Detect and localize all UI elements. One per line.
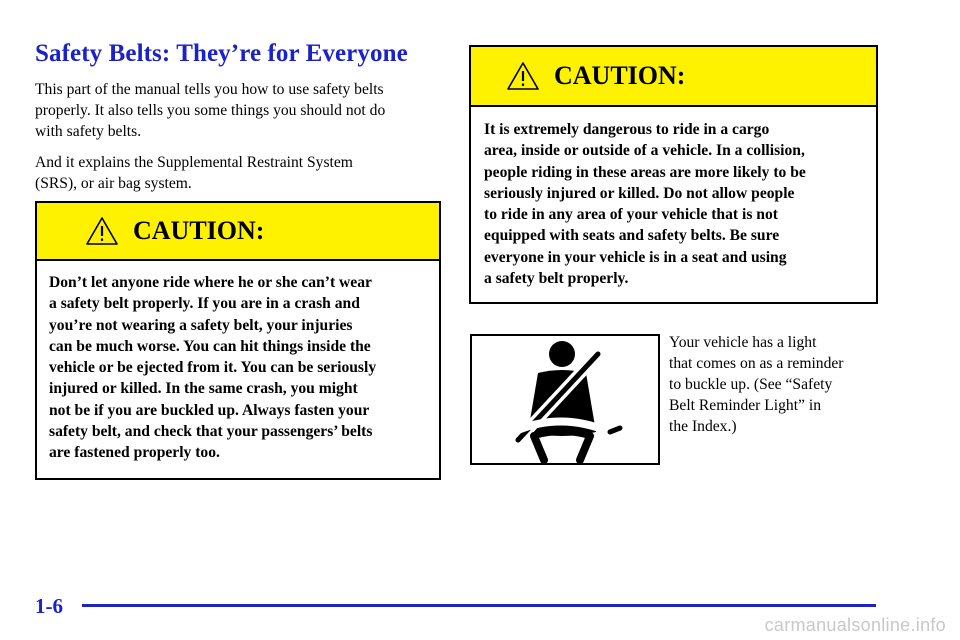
warning-triangle-icon [85,216,119,246]
page-title: Safety Belts: They’re for Everyone [35,40,408,67]
caution-line: people riding in these areas are more likely to be [484,163,806,181]
reminder-line: to buckle up. (See “Safety [669,376,833,393]
caution-text [471,107,876,289]
caution-line: injured or killed. In the same crash, you might [49,380,358,398]
reminder-line: the Index.) [669,418,737,435]
footer-divider [82,604,876,607]
reminder-line: Belt Reminder Light” in [669,397,822,414]
caution-text [37,261,439,464]
watermark: carmanualsonline.info [764,615,946,635]
caution-line: to ride in any area of your vehicle that is not [484,206,778,224]
caution-line: can be much worse. You can hit things inside the [49,337,371,355]
seatbelt-reminder-icon [472,336,658,463]
intro-line: And it explains the Supplemental Restraint System [35,154,353,171]
caution-label: CAUTION: [554,61,686,90]
caution-line: It is extremely dangerous to ride in a cargo [484,121,770,138]
caution-line: equipped with seats and safety belts. Be sure [484,227,780,245]
intro-paragraph [35,152,445,194]
caution-line: vehicle or be ejected from it. You can be seriously [49,359,377,377]
caution-line: are fastened properly too. [49,444,220,462]
caution-line: a safety belt properly. If you are in a crash and [49,295,360,313]
caution-line: everyone in your vehicle is in a seat and using [484,248,787,266]
reminder-line: that comes on as a reminder [669,355,844,372]
caution-box-left [35,201,441,480]
intro-line: This part of the manual tells you how to use safety belts [35,81,384,98]
caution-line: safety belt, and check that your passengers’ belts [49,423,373,441]
caution-header [471,47,876,107]
caution-box-right [469,45,878,304]
intro-line: with safety belts. [35,123,142,140]
caution-label: CAUTION: [133,216,265,245]
warning-triangle-icon [506,61,540,91]
caution-line: not be if you are buckled up. Always fasten your [49,401,370,419]
page-number: 1-6 [35,594,63,618]
intro-line: properly. It also tells you some things you should not do [35,102,386,119]
intro-line: (SRS), or air bag system. [35,175,192,192]
caution-line: seriously injured or killed. Do not allow people [484,184,795,202]
caution-line: Don’t let anyone ride where he or she can’t wear [49,274,372,291]
intro-text [35,79,445,204]
intro-paragraph [35,79,445,142]
caution-header [37,203,439,261]
reminder-line: Your vehicle has a light [669,334,817,351]
seatbelt-reminder-figure [470,334,660,465]
caution-line: area, inside or outside of a vehicle. In a collision, [484,142,805,160]
caution-line: a safety belt properly. [484,270,629,288]
reminder-text [669,332,844,437]
caution-line: you’re not wearing a safety belt, your injuries [49,316,353,334]
